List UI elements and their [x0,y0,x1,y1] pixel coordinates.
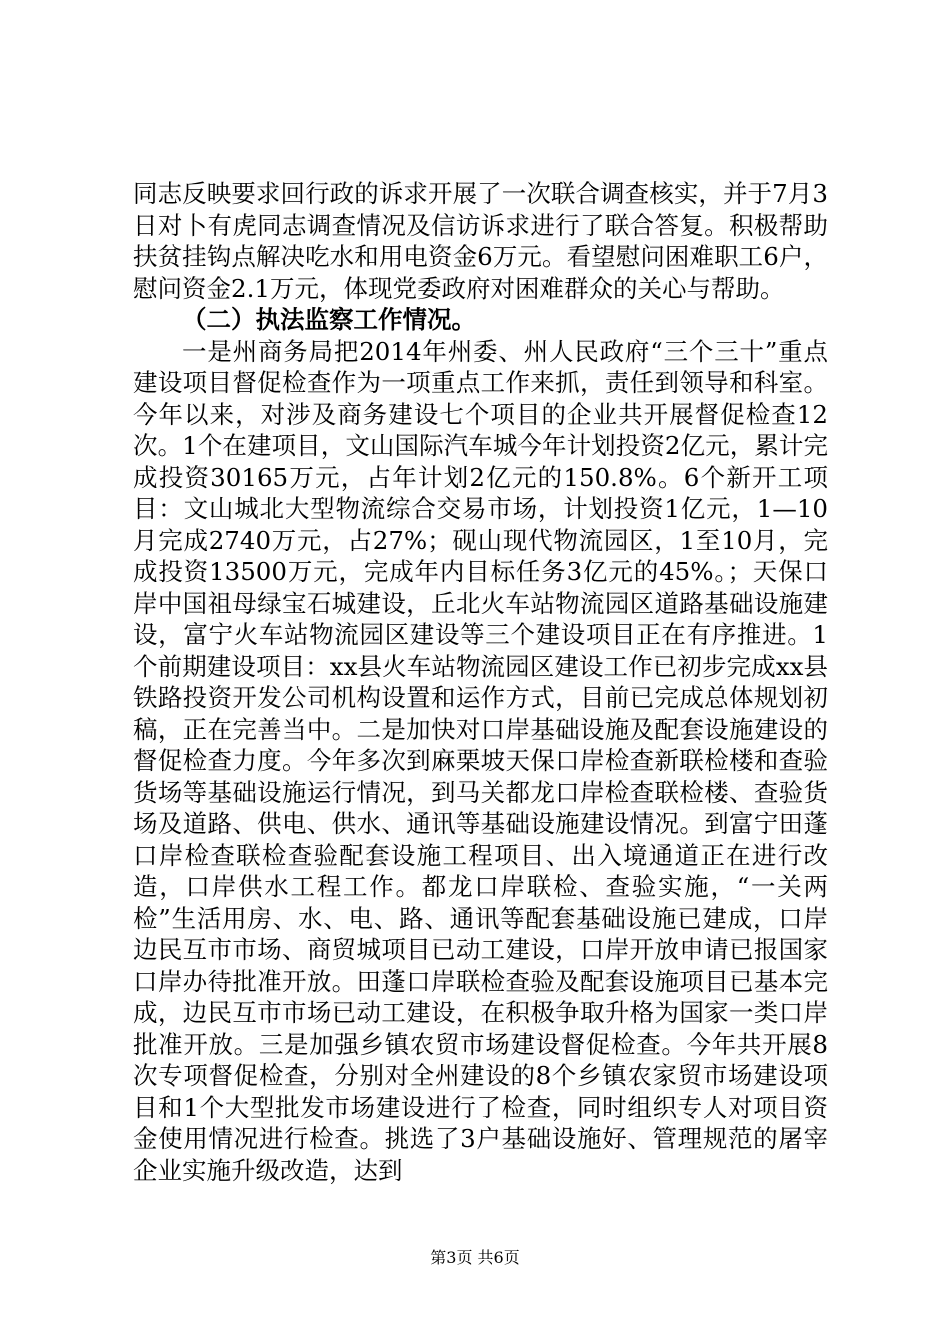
page-footer: 第3页 共6页 [430,1248,520,1267]
paragraph-continuation: 同志反映要求回行政的诉求开展了一次联合调查核实，并于7月3日对卜有虎同志调查情况及信访诉求进行了联合答复。积极帮助扶贫挂钩点解决吃水和用电资金6万元。看望慰问困难职工6户，慰问资金2.1万元，体现党委政府对困难群众的关心与帮助。 [133,179,828,303]
document-body [133,178,828,1186]
paragraph-body: 一是州商务局把2014年州委、州人民政府“三个三十”重点建设项目督促检查作为一项重点工作来抓，责任到领导和科室。今年以来，对涉及商务建设七个项目的企业共开展督促检查12次。1个在建项目，文山国际汽车城今年计划投资2亿元，累计完成投资30165万元，占年计划2亿元的150.8%。6个新开工项目：文山城北大型物流综合交易市场，计划投资1亿元，1—10月完成2740万元，占27%；砚山现代物流园区，1至10月，完成投资13500万元，完成年内目标任务3亿元的45%。；天保口岸中国祖母绿宝石城建设，丘北火车站物流园区道路基础设施建设，富宁火车站物流园区建设等三个建设项目正在有序推进。1个前期建设项目：xx县火车站物流园区建设工作已初步完成xx县铁路投资开发公司机构设置和运作方式，目前已完成总体规划初稿，正在完善当中。二是加快对口岸基础设施及配套设施建设的督促检查力度。今年多次到麻栗坡天保口岸检查新联检楼和查验货场等基础设施运行情况，到马关都龙口岸检查联检楼、查验货场及道路、供电、供水、通讯等基础设施建设情况。到富宁田蓬口岸检查联检查验配套设施工程项目、出入境通道正在进行改造，口岸供水工程工作。都龙口岸联检、查验实施，“一关两检”生活用房、水、电、路、通讯等配套基础设施已建成，口岸边民互市市场、商贸城项目已动工建设，口岸开放申请已报国家口岸办待批准开放。田蓬口岸联检查验及配套设施项目已基本完成，边民互市市场已动工建设，在积极争取升格为国家一类口岸批准开放。三是加强乡镇农贸市场建设督促检查。今年共开展8次专项督促检查，分别对全州建设的8个乡镇农家贸市场建设项目和1个大型批发市场建设进行了检查，同时组织专人对项目资金使用情况进行检查。挑选了3户基础设施好、管理规范的屠宰企业实施升级改造，达到 [133,336,828,1185]
section-heading: （二）执法监察工作情况。 [182,305,476,334]
